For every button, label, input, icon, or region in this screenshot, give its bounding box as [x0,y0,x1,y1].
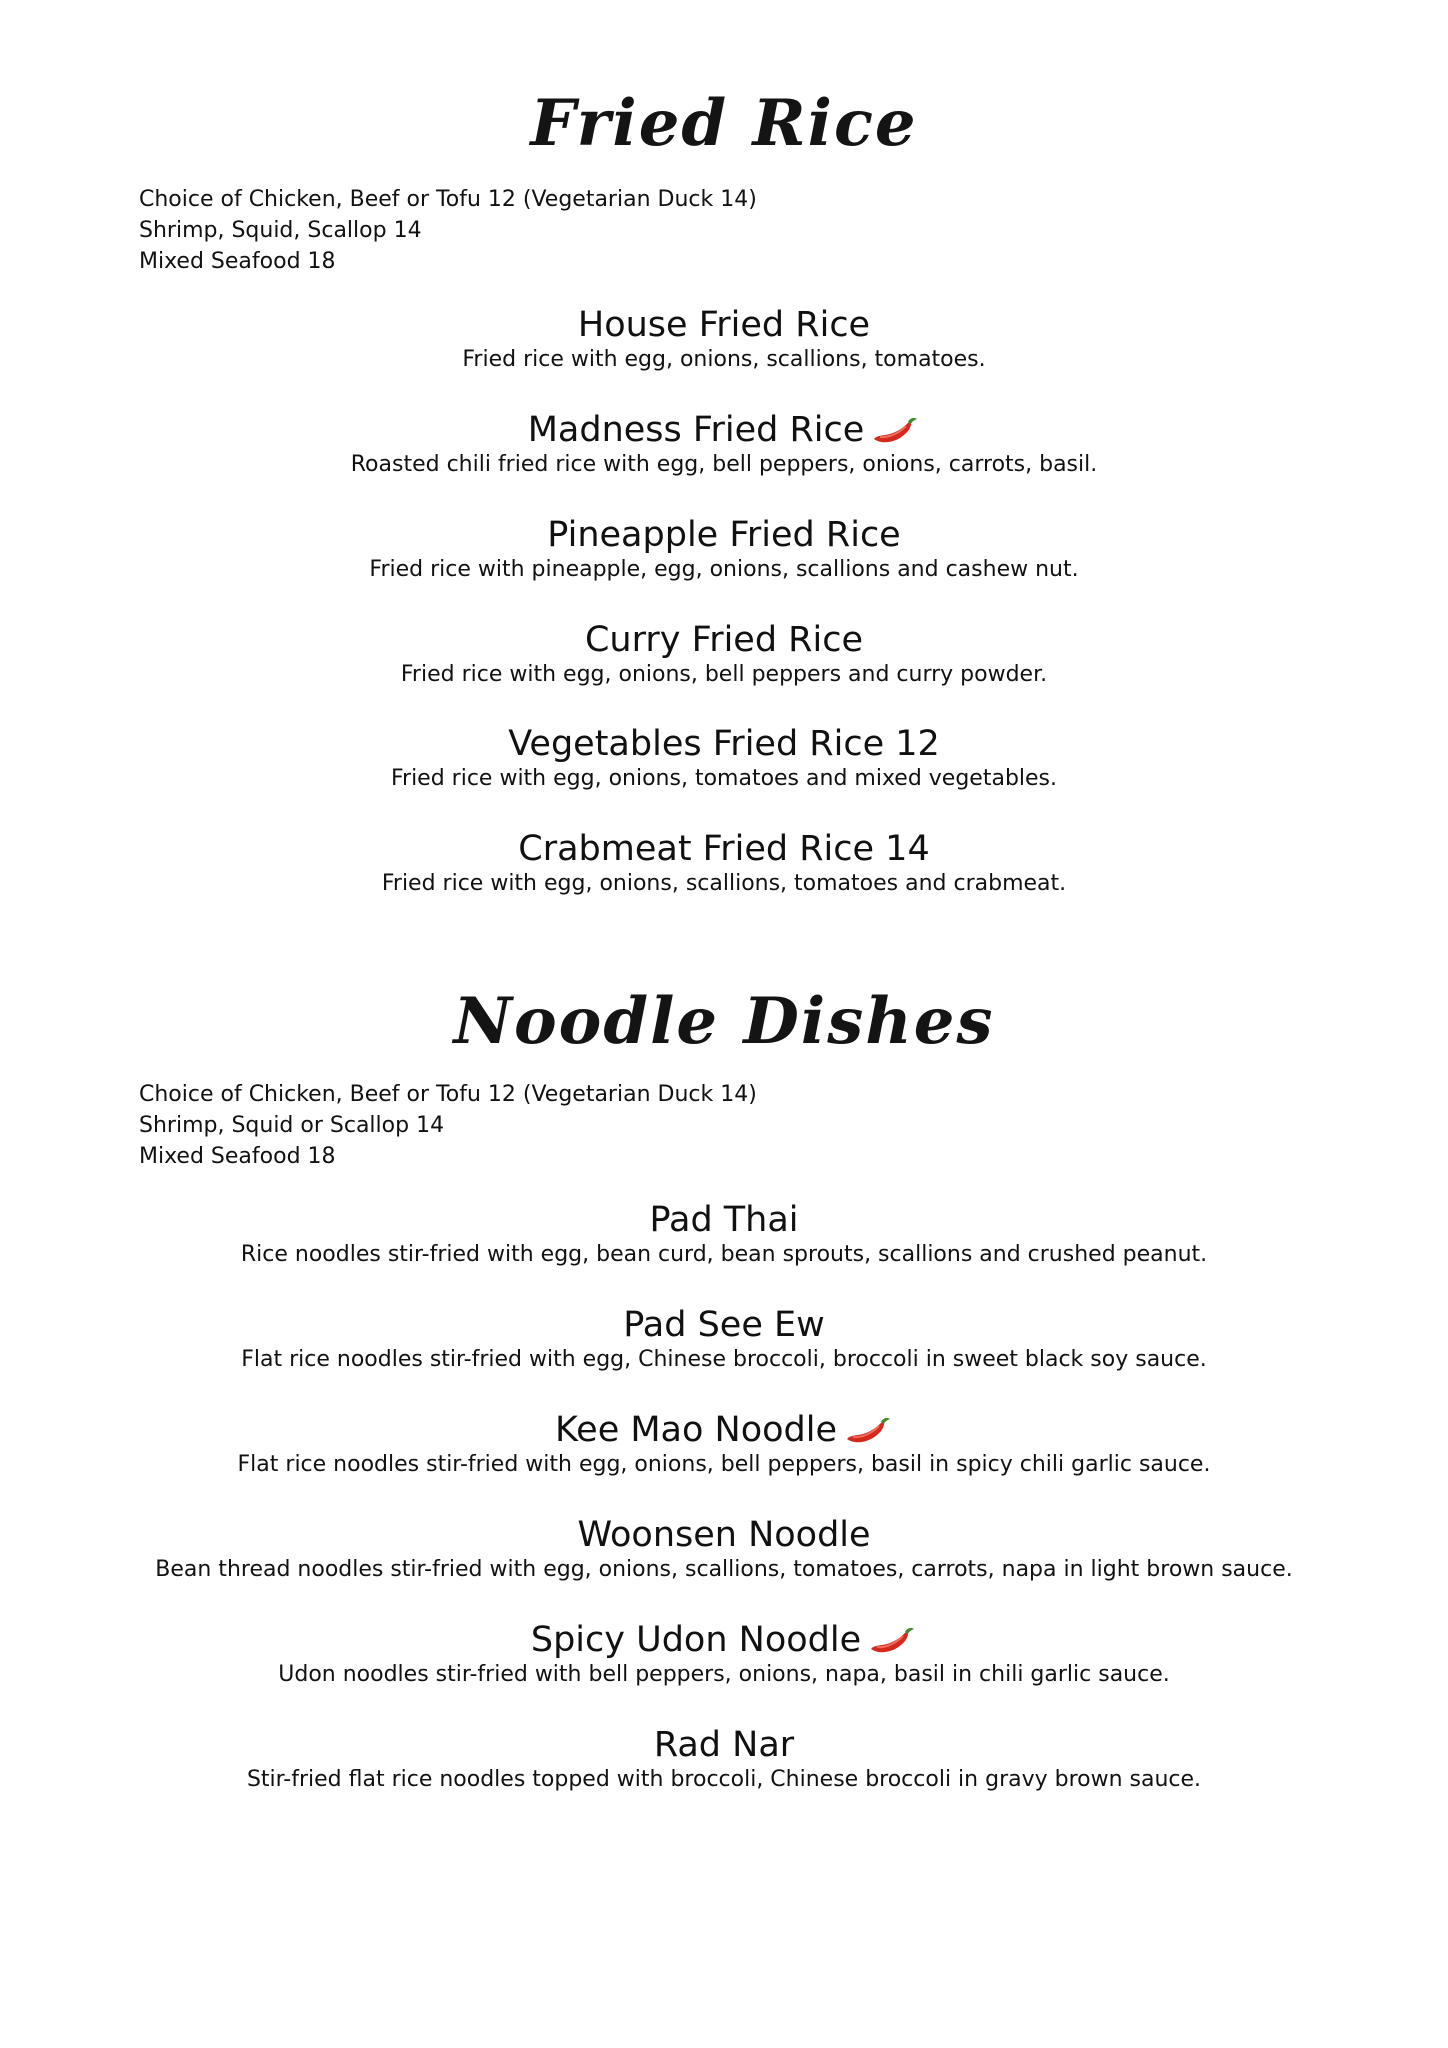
chili-pepper-icon [843,1413,893,1449]
dish-description: Fried rice with pineapple, egg, onions, scallions and cashew nut. [369,557,1079,582]
dish-spicy-udon-noodle [0,1620,1448,1690]
dish-name: Vegetables Fried Rice 12 [508,724,940,764]
dish-description: Stir-fried flat rice noodles topped with broccoli, Chinese broccoli in gravy brown sauce. [246,1767,1202,1792]
chili-pepper-icon [867,1623,917,1659]
dish-house-fried-rice [0,305,1448,375]
price-notes-noodle-dishes [139,1079,839,1172]
price-notes-fried-rice [139,184,839,277]
dish-description: Fried rice with egg, onions, bell peppers and curry powder. [400,662,1048,687]
dish-description: Udon noodles stir-fried with bell peppers, onions, napa, basil in chili garlic sauce. [278,1662,1170,1687]
dish-vegetables-fried-rice [0,724,1448,794]
price-note: Mixed Seafood 18 [139,249,336,274]
price-note: Shrimp, Squid or Scallop 14 [139,1113,445,1138]
dish-pineapple-fried-rice [0,515,1448,585]
dish-name: Pad See Ew [623,1305,825,1345]
dish-name: House Fried Rice [577,305,871,345]
dish-description: Fried rice with egg, onions, scallions, tomatoes and crabmeat. [381,871,1067,896]
dish-description: Roasted chili fried rice with egg, bell peppers, onions, carrots, basil. [350,452,1098,477]
chili-pepper-icon [870,413,920,449]
dish-description: Bean thread noodles stir-fried with egg, onions, scallions, tomatoes, carrots, napa in light brown sauce. [155,1557,1293,1582]
price-note: Shrimp, Squid, Scallop 14 [139,218,422,243]
section-title-noodle-dishes: Noodle Dishes [453,984,995,1059]
dish-kee-mao-noodle [0,1410,1448,1480]
price-note: Choice of Chicken, Beef or Tofu 12 (Vegetarian Duck 14) [139,1082,757,1107]
dish-name: Madness Fried Rice [527,410,865,450]
dish-name: Woonsen Noodle [577,1515,871,1555]
dish-name: Rad Nar [653,1725,795,1765]
dish-name: Crabmeat Fried Rice 14 [518,829,930,869]
dish-crabmeat-fried-rice [0,829,1448,899]
dish-name-row [0,410,1448,450]
dish-name: Kee Mao Noodle [554,1410,838,1450]
dish-name: Spicy Udon Noodle [530,1620,862,1660]
dish-woonsen-noodle [0,1515,1448,1585]
dish-name-row [0,1620,1448,1660]
dish-description: Fried rice with egg, onions, scallions, tomatoes. [462,347,986,372]
dish-description: Flat rice noodles stir-fried with egg, onions, bell peppers, basil in spicy chili garlic sauce. [237,1452,1211,1477]
dish-description: Flat rice noodles stir-fried with egg, Chinese broccoli, broccoli in sweet black soy sauce. [241,1347,1207,1372]
price-note: Mixed Seafood 18 [139,1144,336,1169]
dish-rad-nar [0,1725,1448,1795]
dish-pad-see-ew [0,1305,1448,1375]
dish-name: Curry Fried Rice [584,620,864,660]
dish-name: Pad Thai [649,1200,799,1240]
dish-description: Fried rice with egg, onions, tomatoes and mixed vegetables. [390,766,1058,791]
dish-pad-thai [0,1200,1448,1270]
dish-description: Rice noodles stir-fried with egg, bean curd, bean sprouts, scallions and crushed peanut. [240,1242,1208,1267]
price-note: Choice of Chicken, Beef or Tofu 12 (Vegetarian Duck 14) [139,187,757,212]
dish-name: Pineapple Fried Rice [547,515,901,555]
section-title-fried-rice: Fried Rice [530,86,918,161]
dish-curry-fried-rice [0,620,1448,690]
dish-madness-fried-rice [0,410,1448,480]
dish-name-row [0,1410,1448,1450]
